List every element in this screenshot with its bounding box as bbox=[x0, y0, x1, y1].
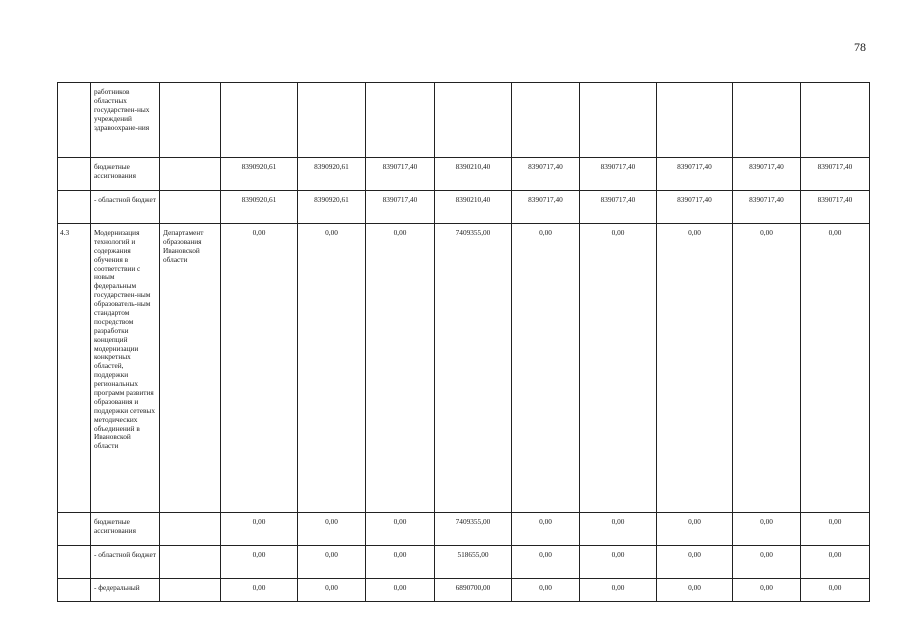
value-cell: 0,00 bbox=[801, 546, 870, 579]
value-cell bbox=[298, 83, 366, 158]
table-row bbox=[58, 579, 870, 602]
page-number: 78 bbox=[854, 40, 866, 54]
value-cell: 8390210,40 bbox=[435, 158, 512, 191]
value-cell: 8390717,40 bbox=[580, 158, 657, 191]
row-index-cell bbox=[58, 513, 91, 546]
row-index-cell bbox=[58, 158, 91, 191]
value-cell: 0,00 bbox=[657, 579, 733, 602]
value-cell: 8390920,61 bbox=[221, 191, 298, 224]
row-name-cell: - областной бюджет bbox=[91, 546, 160, 579]
value-cell: 0,00 bbox=[298, 224, 366, 513]
value-cell: 0,00 bbox=[512, 513, 580, 546]
row-executor-cell bbox=[160, 158, 221, 191]
value-cell: 0,00 bbox=[733, 579, 801, 602]
row-name-cell: - федеральный bbox=[91, 579, 160, 602]
value-cell: 0,00 bbox=[733, 513, 801, 546]
row-name-cell: - областной бюджет bbox=[91, 191, 160, 224]
value-cell: 0,00 bbox=[298, 546, 366, 579]
row-executor-cell bbox=[160, 191, 221, 224]
table-row bbox=[58, 83, 870, 158]
value-cell: 8390717,40 bbox=[733, 158, 801, 191]
value-cell: 0,00 bbox=[801, 579, 870, 602]
value-cell: 8390717,40 bbox=[733, 191, 801, 224]
value-cell: 0,00 bbox=[512, 579, 580, 602]
value-cell: 6890700,00 bbox=[435, 579, 512, 602]
value-cell: 0,00 bbox=[657, 224, 733, 513]
table-row bbox=[58, 158, 870, 191]
row-name-cell: работников областных государствен-ных учреждений здравоохране-ния bbox=[91, 83, 160, 158]
table-row bbox=[58, 546, 870, 579]
value-cell: 0,00 bbox=[366, 513, 435, 546]
row-name-cell: бюджетные ассигнования bbox=[91, 513, 160, 546]
value-cell: 8390717,40 bbox=[366, 158, 435, 191]
row-executor-cell bbox=[160, 579, 221, 602]
value-cell: 8390920,61 bbox=[221, 158, 298, 191]
value-cell bbox=[435, 83, 512, 158]
value-cell: 8390210,40 bbox=[435, 191, 512, 224]
value-cell: 0,00 bbox=[221, 513, 298, 546]
row-index-cell bbox=[58, 579, 91, 602]
value-cell: 0,00 bbox=[298, 513, 366, 546]
value-cell bbox=[580, 83, 657, 158]
table-row bbox=[58, 224, 870, 513]
value-cell: 0,00 bbox=[366, 224, 435, 513]
value-cell: 0,00 bbox=[580, 546, 657, 579]
value-cell: 8390920,61 bbox=[298, 158, 366, 191]
budget-table bbox=[57, 82, 870, 602]
value-cell: 8390717,40 bbox=[580, 191, 657, 224]
value-cell: 0,00 bbox=[801, 513, 870, 546]
value-cell: 0,00 bbox=[657, 546, 733, 579]
value-cell: 0,00 bbox=[580, 513, 657, 546]
row-name-cell: Модернизация технологий и содержания обучения в соответствии с новым федеральным государствен-ным образователь-ным стандартом посредством разработки концепций модернизации конкретных областей, поддержки региональных программ развития образования и поддержки сетевых методических объединений в Ивановской области bbox=[91, 224, 160, 513]
value-cell: 0,00 bbox=[366, 546, 435, 579]
value-cell: 0,00 bbox=[512, 224, 580, 513]
value-cell: 8390717,40 bbox=[512, 191, 580, 224]
row-index-cell bbox=[58, 546, 91, 579]
value-cell: 518655,00 bbox=[435, 546, 512, 579]
value-cell: 0,00 bbox=[580, 224, 657, 513]
value-cell: 8390920,61 bbox=[298, 191, 366, 224]
row-executor-cell bbox=[160, 513, 221, 546]
row-index-cell bbox=[58, 83, 91, 158]
value-cell bbox=[801, 83, 870, 158]
value-cell bbox=[366, 83, 435, 158]
value-cell bbox=[221, 83, 298, 158]
value-cell: 0,00 bbox=[221, 579, 298, 602]
value-cell: 0,00 bbox=[221, 546, 298, 579]
value-cell: 0,00 bbox=[801, 224, 870, 513]
value-cell: 0,00 bbox=[657, 513, 733, 546]
row-executor-cell bbox=[160, 83, 221, 158]
value-cell: 0,00 bbox=[512, 546, 580, 579]
value-cell: 8390717,40 bbox=[366, 191, 435, 224]
value-cell: 8390717,40 bbox=[657, 158, 733, 191]
value-cell: 7409355,00 bbox=[435, 513, 512, 546]
table-row bbox=[58, 513, 870, 546]
value-cell: 0,00 bbox=[733, 224, 801, 513]
value-cell: 8390717,40 bbox=[801, 191, 870, 224]
value-cell: 8390717,40 bbox=[512, 158, 580, 191]
value-cell bbox=[657, 83, 733, 158]
value-cell: 7409355,00 bbox=[435, 224, 512, 513]
value-cell: 0,00 bbox=[366, 579, 435, 602]
row-name-cell: бюджетные ассигнования bbox=[91, 158, 160, 191]
value-cell: 0,00 bbox=[733, 546, 801, 579]
value-cell: 0,00 bbox=[221, 224, 298, 513]
table-row bbox=[58, 191, 870, 224]
value-cell bbox=[733, 83, 801, 158]
value-cell: 8390717,40 bbox=[657, 191, 733, 224]
row-executor-cell bbox=[160, 546, 221, 579]
value-cell: 0,00 bbox=[580, 579, 657, 602]
row-index-cell bbox=[58, 191, 91, 224]
value-cell bbox=[512, 83, 580, 158]
value-cell: 0,00 bbox=[298, 579, 366, 602]
row-executor-cell: Департамент образования Ивановской области bbox=[160, 224, 221, 513]
row-index-cell: 4.3 bbox=[58, 224, 91, 513]
value-cell: 8390717,40 bbox=[801, 158, 870, 191]
